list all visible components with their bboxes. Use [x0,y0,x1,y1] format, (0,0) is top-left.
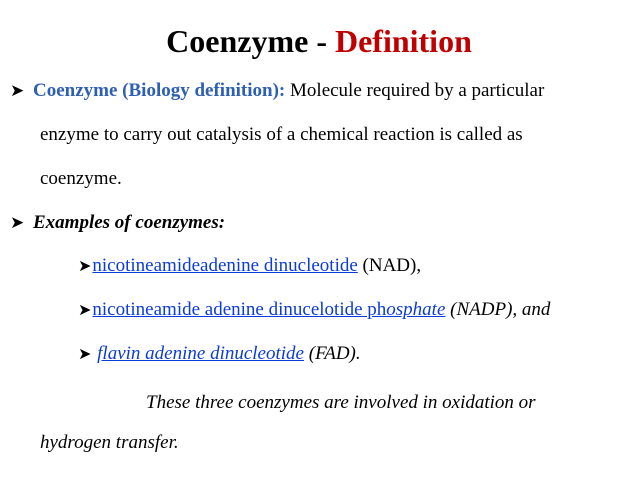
arrowhead-bullet-icon: ➤ [10,213,25,233]
definition-text-3: coenzyme. [40,168,122,189]
example-item-nad [78,254,421,278]
note-line-2: hydrogen transfer. [40,432,179,453]
nadp-link-italic[interactable]: osphate [386,299,446,320]
arrowhead-bullet-icon: ➤ [10,81,25,101]
title-accent: Definition [334,23,472,59]
definition-text-2: enzyme to carry out catalysis of a chemical reaction is called as [40,124,523,145]
nadp-link[interactable]: nicotineamide adenine dinucelotide ph [92,299,387,320]
example-item-fad [78,342,361,366]
slide-title [0,20,638,62]
fad-link[interactable]: flavin adenine dinucleotide [97,343,304,364]
arrowhead-bullet-icon: ➤ [78,300,92,319]
arrowhead-bullet-icon: ➤ [78,256,92,275]
nad-link[interactable]: nicotineamideadenine dinucleotide [92,255,358,276]
examples-heading: Examples of coenzymes: [33,212,226,233]
title-main: Coenzyme - [166,23,335,59]
definition-text-1: Molecule required by a particular [285,80,545,101]
nad-suffix: (NAD), [357,255,422,276]
arrowhead-bullet-icon: ➤ [78,344,92,363]
bullet-examples-heading [10,211,225,235]
nadp-suffix: (NADP), and [445,299,551,320]
example-item-nadp [78,298,550,322]
definition-term: Coenzyme (Biology definition): [33,80,286,101]
bullet-definition-line-1 [10,79,544,103]
note-line-1: These three coenzymes are involved in oxidation or [146,392,536,413]
fad-suffix: (FAD). [304,343,361,364]
